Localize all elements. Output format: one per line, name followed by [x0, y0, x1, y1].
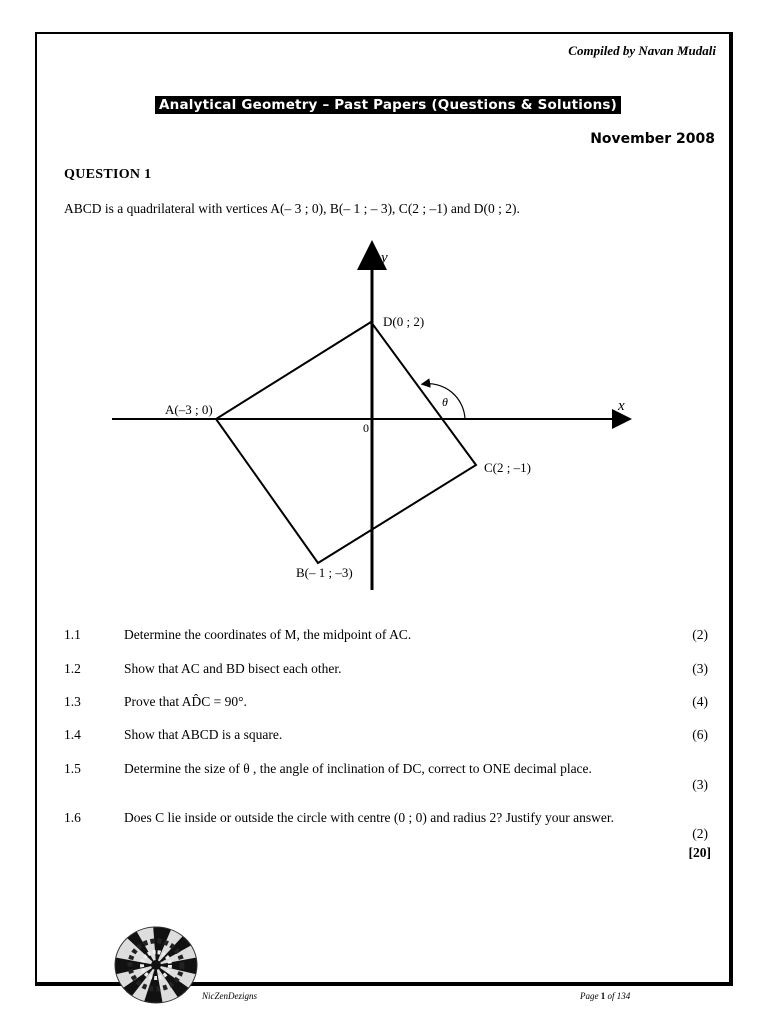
- point-d-label: D(0 ; 2): [383, 314, 425, 329]
- subquestion-text: Show that ABCD is a square.: [124, 727, 283, 742]
- compiled-by: Compiled by Navan Mudali: [568, 43, 716, 58]
- footer-brand: NicZenDezigns: [202, 991, 257, 1001]
- niczendezigns-logo: [113, 925, 199, 1005]
- subquestion-text: Does C lie inside or outside the circle with centre (0 ; 0) and radius 2? Justify your answer.: [124, 810, 615, 825]
- y-axis-label: y: [381, 250, 388, 266]
- question-heading: QUESTION 1: [64, 167, 152, 182]
- page-prefix: Page: [580, 991, 601, 1001]
- point-b-label: B(– 1 ; –3): [296, 565, 353, 580]
- origin-label: 0: [363, 421, 369, 435]
- subquestion-marks: (2): [692, 826, 708, 841]
- subquestion-text: Determine the coordinates of M, the midpoint of AC.: [124, 627, 412, 642]
- subquestion-text: Determine the size of θ , the angle of inclination of DC, correct to ONE decimal place.: [124, 761, 592, 776]
- page-suffix: of 134: [605, 991, 631, 1001]
- footer-page-info: [580, 991, 630, 1001]
- paper-date: November 2008: [590, 131, 715, 147]
- subquestion-text: Show that AC and BD bisect each other.: [124, 661, 342, 676]
- subquestion-number: 1.6: [64, 810, 81, 825]
- subquestion-marks: (3): [692, 661, 708, 676]
- subquestion-marks: (4): [692, 694, 708, 709]
- subquestion-marks: (3): [692, 777, 708, 792]
- x-axis-label: x: [618, 398, 625, 414]
- point-c-label: C(2 ; –1): [484, 460, 531, 475]
- subquestion-number: 1.2: [64, 661, 81, 676]
- subquestion-number: 1.3: [64, 694, 81, 709]
- theta-label: θ: [442, 395, 448, 409]
- subquestion-number: 1.1: [64, 627, 81, 642]
- question-intro: ABCD is a quadrilateral with vertices A(– 3 ; 0), B(– 1 ; – 3), C(2 ; –1) and D(0 ; 2).: [64, 201, 520, 216]
- page-number: 1: [600, 991, 606, 1001]
- subquestion-marks: (6): [692, 727, 708, 742]
- document-title: Analytical Geometry – Past Papers (Questions & Solutions): [155, 96, 621, 114]
- subquestion-number: 1.5: [64, 761, 81, 776]
- quadrilateral-abcd: [216, 322, 476, 563]
- subquestion-text: Prove that AD̂C = 90°.: [124, 694, 247, 709]
- subquestion-marks: (2): [692, 627, 708, 642]
- question-total: [20]: [688, 845, 711, 860]
- point-a-label: A(–3 ; 0): [165, 402, 213, 417]
- subquestion-number: 1.4: [64, 727, 81, 742]
